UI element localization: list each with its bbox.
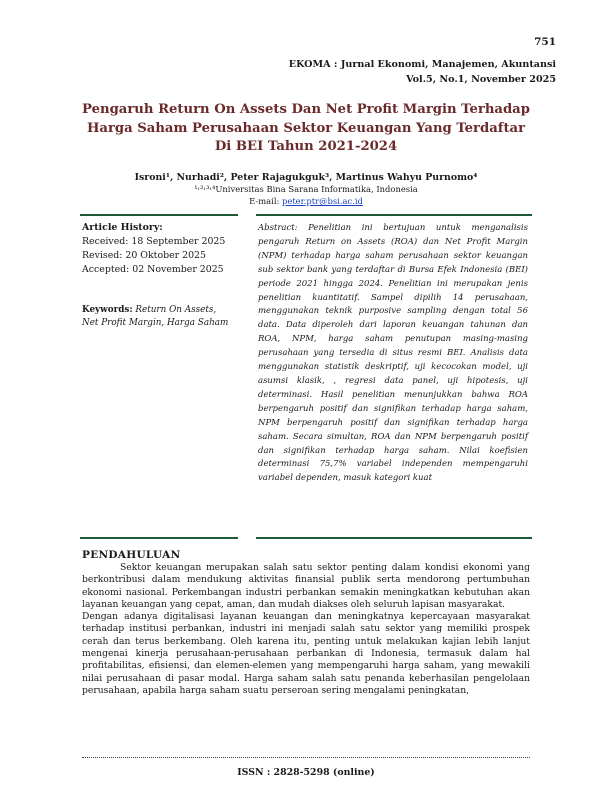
paragraph: Sektor keuangan merupakan salah satu sektor penting dalam kondisi ekonomi yang berkontribusi dalam mendukung aktivitas finansial publik serta mendorong pertumbuhan ekonomi nasional. Perkembangan industri perbankan semakin meningkatkan kebutuhan akan layanan keuangan yang cepat, aman, dan mudah diakses oleh seluruh lapisan masyarakat. — [82, 562, 530, 610]
journal-header — [289, 57, 556, 87]
email-label: E-mail: — [249, 196, 282, 206]
divider — [256, 214, 532, 216]
divider — [80, 214, 238, 216]
article-history-heading: Article History: — [82, 222, 163, 233]
keywords-text: Return On Assets, Net Profit Margin, Harga Saham — [82, 305, 229, 328]
abstract: Abstract: Penelitian ini bertujuan untuk menganalisis pengaruh Return on Assets (ROA) dan Net Profit Margin (NPM) terhadap harga saham perusahaan sektor keuangan sub sektor bank yang terdaftar di Bursa Efek Indonesia (BEI) periode 2021 hingga 2024. Penelitian ini merupakan jenis penelitian kuantitatif. Sampel dipilih 14 perusahaan, menggunakan teknik purposive sampling dengan total 56 data. Data diperoleh dari laporan keuangan tahunan dan ROA, NPM, harga saham penutupan masing-masing perusahaan yang tersedia di situs resmi BEI. Analisis data menggunakan statistik deskriptif, uji kecocokan model, uji asumsi klasik, , regresi data panel, uji hipotesis, uji determinasi. Hasil penelitian menunjukkan bahwa ROA berpengaruh positif dan signifikan terhadap harga saham, NPM berpengaruh positif dan signifikan terhadap harga saham. Secara simultan, ROA dan NPM berpengaruh positif dan signifikan terhadap harga saham. Nilai koefisien determinasi 75,7% variabel independen mempengaruhi variabel dependen, masuk kategori kuat — [258, 223, 528, 484]
body-text — [82, 562, 530, 697]
revised-date: Revised: 20 Oktober 2025 — [82, 250, 206, 261]
affiliation: ¹˒²˒³˒⁴Universitas Bina Sarana Informatika, Indonesia — [194, 184, 418, 194]
divider — [256, 537, 532, 539]
journal-volume: Vol.5, No.1, November 2025 — [406, 74, 556, 85]
accepted-date: Accepted: 02 November 2025 — [82, 264, 224, 275]
journal-name: EKOMA : Jurnal Ekonomi, Manajemen, Akuntansi — [288, 59, 556, 70]
footer-divider — [82, 757, 530, 758]
footer-issn: ISSN : 2828-5298 (online) — [237, 767, 375, 778]
paper-title: Pengaruh Return On Assets Dan Net Profit Margin Terhadap Harga Saham Perusahaan Sektor Keuangan Yang Terdaftar Di BEI Tahun 2021-2024 — [82, 102, 530, 154]
email-link[interactable]: peter.ptr@bsi.ac.id — [282, 196, 363, 206]
article-history — [82, 221, 238, 277]
paragraph: Dengan adanya digitalisasi layanan keuangan dan meningkatnya kepercayaan masyarakat terhadap institusi perbankan, industri ini menjadi salah satu sektor yang memiliki prospek cerah dan terus berkembang. Oleh karena itu, penting untuk melakukan kajian lebih lanjut mengenai kinerja perusahaan-perusahaan perbankan di Indonesia, termasuk dalam hal profitabilitas, efisiensi, dan elemen-elemen yang mempengaruhi harga saham, yang mewakili nilai perusahaan di pasar modal. Harga saham salah satu penanda keberhasilan pengelolaan perusahaan, apabila harga saham suatu perseroan sering mengalami peningkatan, — [82, 611, 530, 696]
keywords — [82, 304, 232, 330]
divider — [80, 537, 238, 539]
email-line — [80, 196, 532, 206]
authors: Isroni¹, Nurhadi², Peter Rajagukguk³, Martinus Wahyu Purnomo⁴ — [134, 172, 478, 183]
received-date: Received: 18 September 2025 — [82, 236, 226, 247]
keywords-label: Keywords: — [82, 305, 133, 315]
page-number: 751 — [534, 36, 556, 48]
section-heading: PENDAHULUAN — [82, 549, 181, 561]
